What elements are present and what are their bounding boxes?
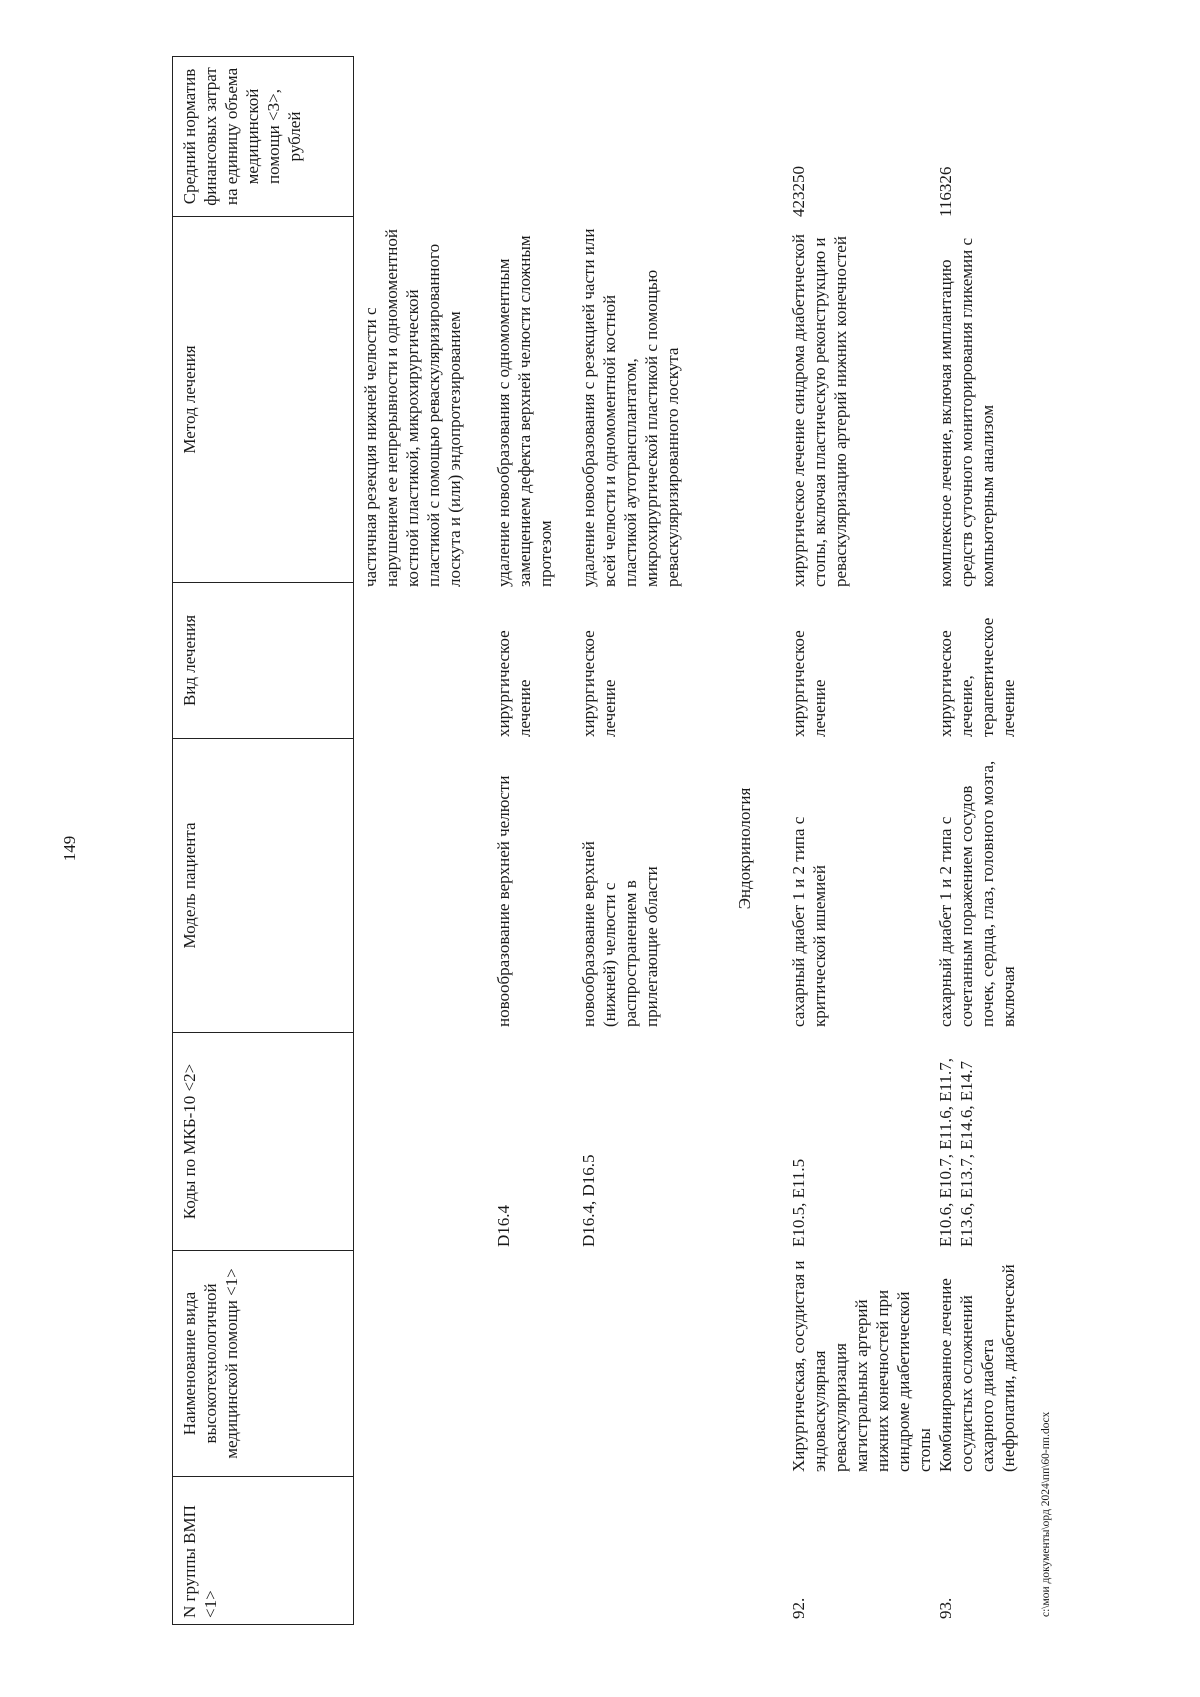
row-treatment-type: хирургическое лечение, терапевтическое лечение bbox=[936, 617, 1018, 737]
footer-file-path: c:\мои документы\орд 2024\пп\60-пп.docx bbox=[1040, 1411, 1052, 1617]
row-cost: 116326 bbox=[936, 166, 955, 217]
col-header-vmp-name: Наименование вида высокотехнологичной медицинской помощи <1> bbox=[173, 1251, 354, 1477]
row-method: удаление новообразования с резекцией части или всей челюсти и одномоментной костной пластикой аутотрансплантатом, микрохирургической пластикой с помощью реваскуляризированного лоскута bbox=[579, 228, 682, 587]
row-patient-model: новообразование верхней (нижней) челюсти с распространением в прилегающие области bbox=[579, 841, 661, 1027]
col-header-group-number: N группы ВМП <1> bbox=[173, 1477, 354, 1625]
row-patient-model: новообразование верхней челюсти bbox=[494, 775, 513, 1027]
row-treatment-type: хирургическое лечение bbox=[789, 630, 829, 737]
section-title: Эндокринология bbox=[735, 787, 754, 910]
col-header-patient-model: Модель пациента bbox=[173, 739, 354, 1033]
page-number: 149 bbox=[60, 835, 79, 862]
row-treatment-type: хирургическое лечение bbox=[494, 630, 534, 737]
row-method: удаление новообразования с одномоментным замещением дефекта верхней челюсти сложным протезом bbox=[494, 235, 555, 587]
row-patient-model: сахарный диабет 1 и 2 типа с критической ишемией bbox=[789, 816, 829, 1027]
row-codes: E10.5, E11.5 bbox=[789, 1158, 808, 1247]
table-header bbox=[172, 56, 354, 1625]
col-header-treatment-method: Метод лечения bbox=[173, 217, 354, 583]
row-vmp-name: Хирургическая, сосудистая и эндоваскулярная реваскуляризация магистральных артерий нижних конечностей при синдроме диабетической стопы bbox=[789, 1260, 934, 1472]
row-group-number: 93. bbox=[936, 1597, 955, 1619]
row-patient-model: сахарный диабет 1 и 2 типа с сочетанным поражением сосудов почек, сердца, глаз, головного мозга, включая bbox=[936, 760, 1018, 1027]
row-codes: E10.6, E10.7, E11.6, E11.7, E13.6, E13.7, E14.6, E14.7 bbox=[936, 1057, 976, 1247]
row-treatment-type: хирургическое лечение bbox=[579, 630, 619, 737]
row-codes: D16.4, D16.5 bbox=[579, 1154, 598, 1247]
row-group-number: 92. bbox=[789, 1597, 808, 1619]
row-cost: 423250 bbox=[789, 166, 808, 217]
row-vmp-name: Комбинированное лечение сосудистых осложнений сахарного диабета (нефропатии, диабетической bbox=[936, 1264, 1018, 1472]
col-header-treatment-type: Вид лечения bbox=[173, 583, 354, 739]
row-codes: D16.4 bbox=[494, 1204, 513, 1247]
row-method: комплексное лечение, включая имплантацию средств суточного мониторирования гликемии с компьютерным анализом bbox=[936, 238, 997, 587]
row-method: хирургическое лечение синдрома диабетической стопы, включая пластическую реконструкцию и реваскуляризацию артерий нижних конечностей bbox=[789, 234, 850, 587]
col-header-cost: Средний норматив финансовых затрат на единицу объема медицинской помощи <3>, рублей bbox=[173, 57, 354, 217]
row-method: частичная резекция нижней челюсти с нарушением ее непрерывности и одномоментной костной пластикой, микрохирургической пластикой с помощью реваскуляризированного лоскута и (или) эндопротезированием bbox=[361, 229, 464, 587]
col-header-icd-codes: Коды по МКБ-10 <2> bbox=[173, 1033, 354, 1251]
